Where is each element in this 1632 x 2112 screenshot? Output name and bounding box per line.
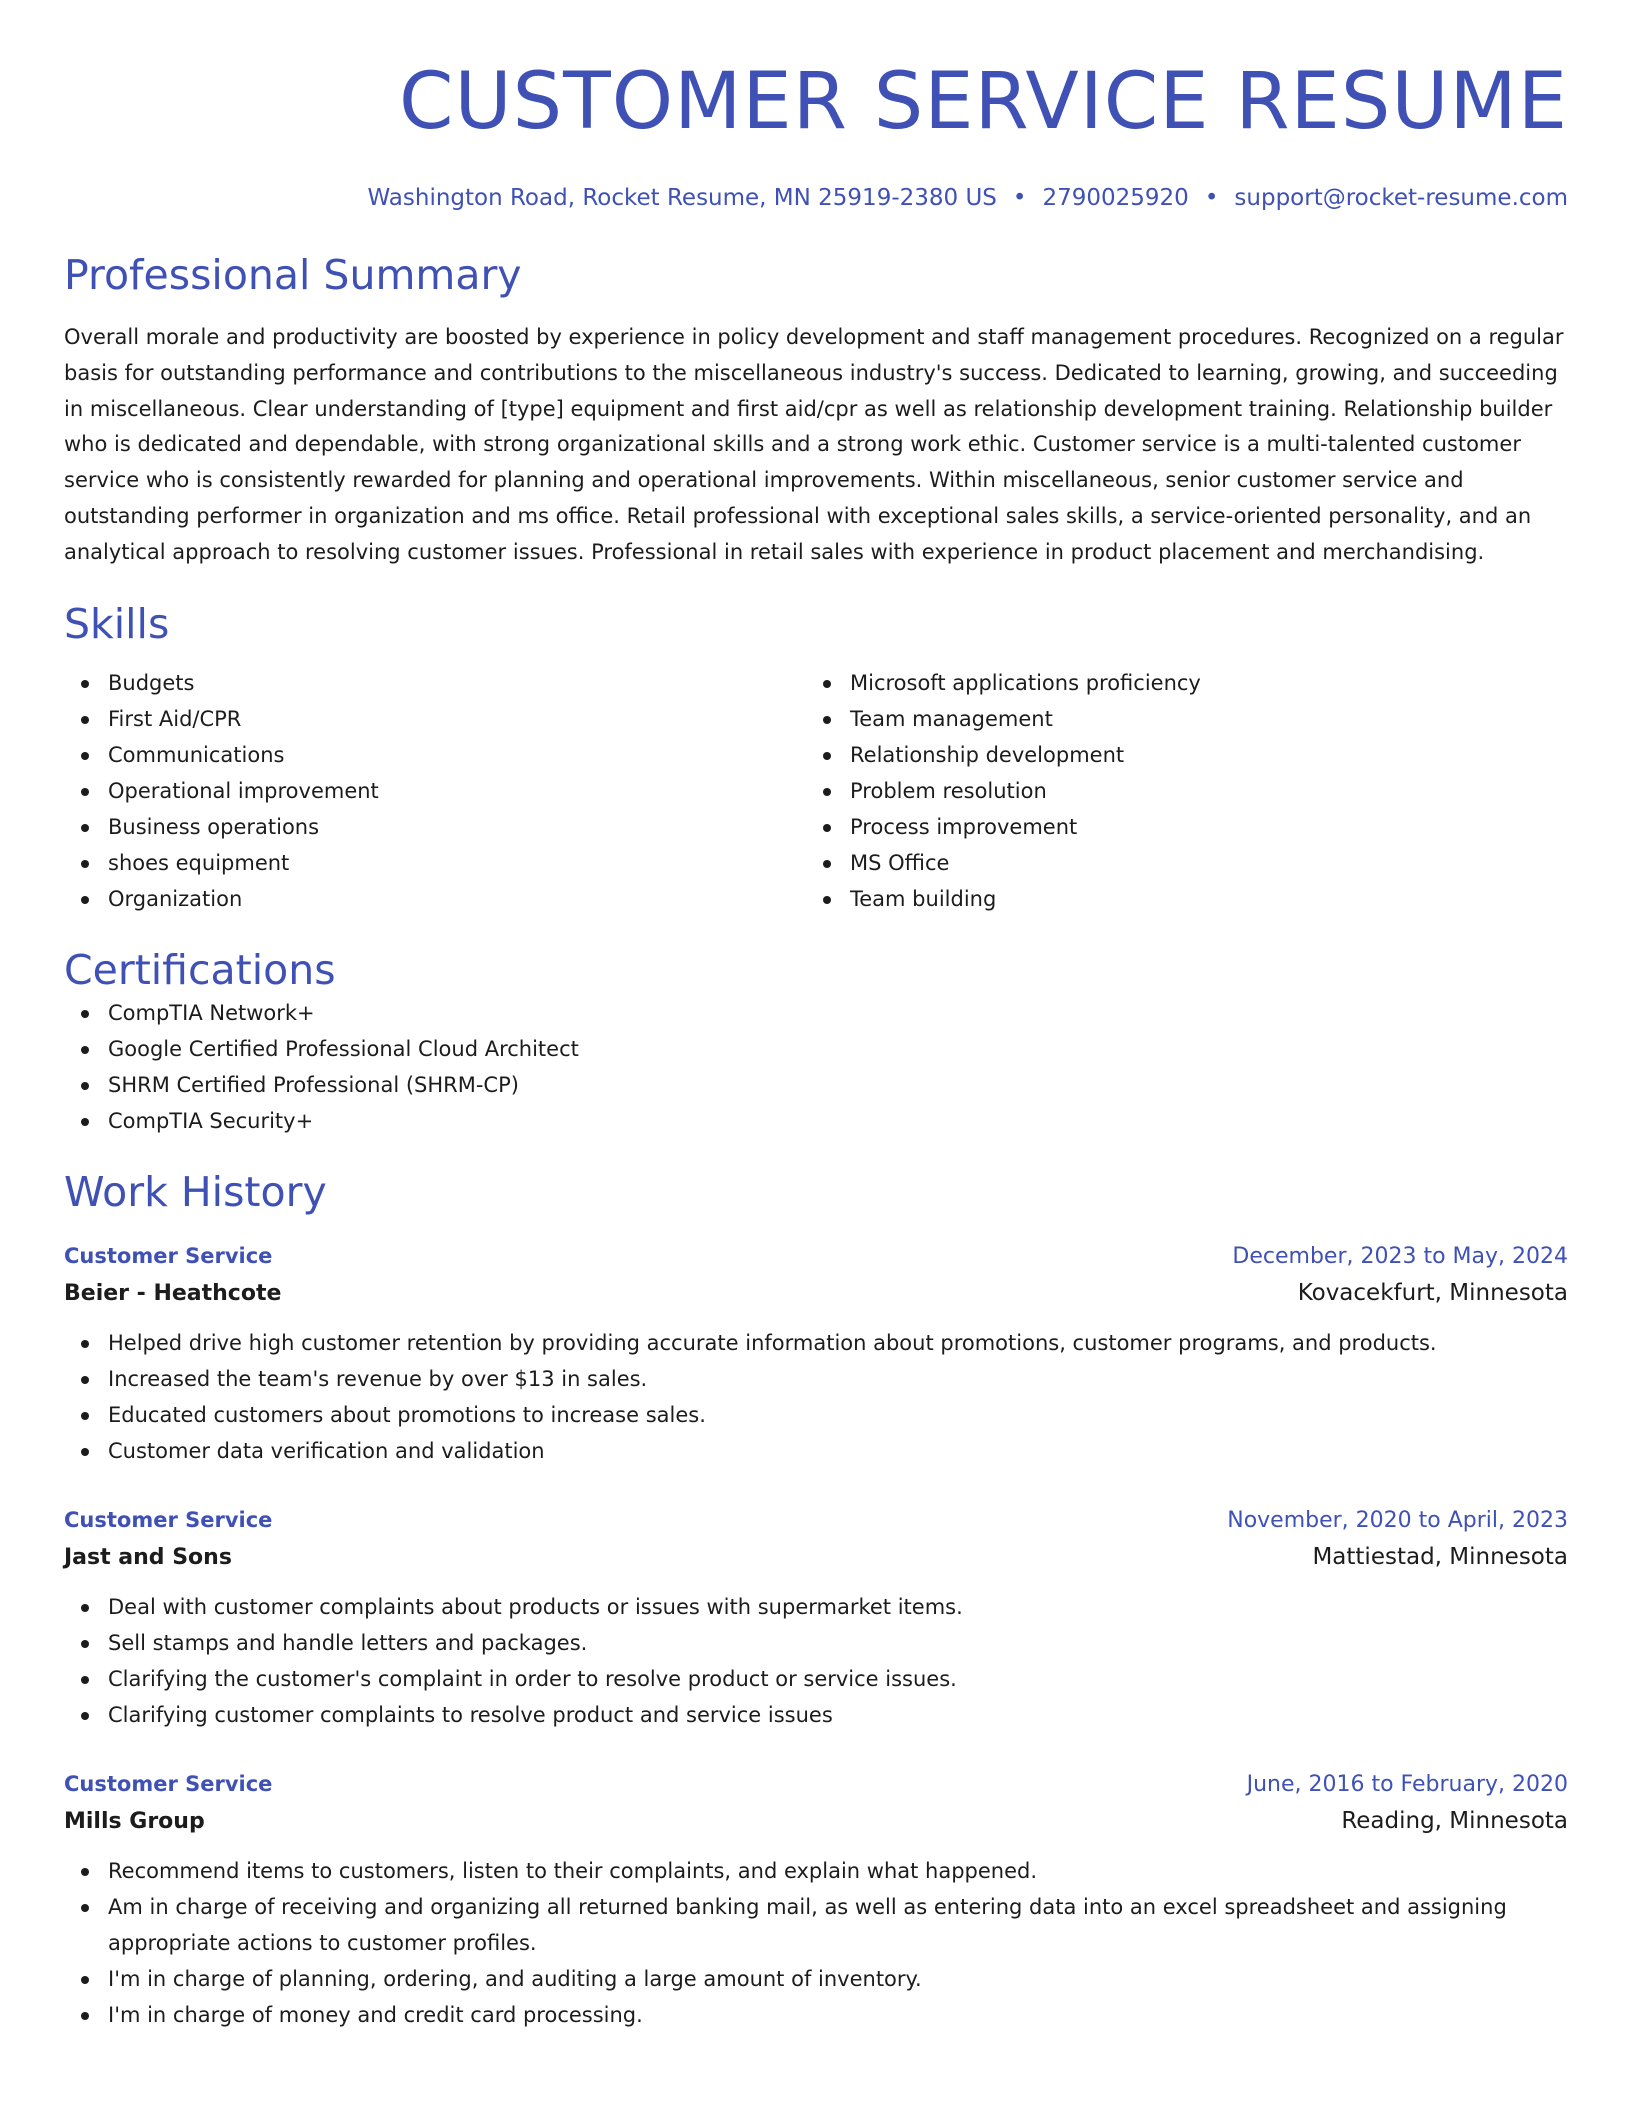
job-location: Kovacekfurt, Minnesota	[1297, 1279, 1568, 1306]
job-company: Jast and Sons	[64, 1544, 232, 1570]
skill-item: Organization	[64, 881, 806, 917]
contact-line	[64, 184, 1568, 212]
skills-list-left	[64, 665, 806, 917]
skill-item: Relationship development	[806, 737, 1548, 773]
job-company-row	[64, 1802, 1568, 1841]
job-duties-list	[64, 1853, 1568, 2033]
job-entry	[64, 1239, 1568, 1469]
job-duty-item: Clarifying the customer's complaint in order to resolve product or service issues.	[64, 1661, 1568, 1697]
address: Washington Road, Rocket Resume, MN 25919-2380 US	[367, 185, 997, 211]
job-duty-item: Customer data verification and validation	[64, 1433, 1568, 1469]
separator-dot: •	[1204, 185, 1219, 211]
summary-heading: Professional Summary	[64, 251, 522, 299]
job-company: Mills Group	[64, 1808, 205, 1834]
job-title: Customer Service	[64, 1507, 273, 1532]
skill-item: shoes equipment	[64, 845, 806, 881]
skills-columns	[64, 665, 1568, 917]
certification-item: CompTIA Network+	[64, 995, 1568, 1031]
job-header-row	[64, 1239, 1568, 1274]
job-entry	[64, 1503, 1568, 1733]
job-duty-item: Recommend items to customers, listen to their complaints, and explain what happened.	[64, 1853, 1568, 1889]
job-title: Customer Service	[64, 1243, 273, 1268]
certification-item: CompTIA Security+	[64, 1103, 1568, 1139]
job-duties-list	[64, 1325, 1568, 1469]
certifications-heading: Certifications	[64, 945, 336, 994]
job-company-row	[64, 1538, 1568, 1577]
job-duty-item: Helped drive high customer retention by providing accurate information about promotions, customer programs, and products.	[64, 1325, 1568, 1361]
skill-item: Communications	[64, 737, 806, 773]
skill-item: Team management	[806, 701, 1548, 737]
skill-item: Team building	[806, 881, 1548, 917]
job-company: Beier - Heathcote	[64, 1280, 282, 1306]
job-duty-item: Increased the team's revenue by over $13 in sales.	[64, 1361, 1568, 1397]
phone: 2790025920	[1042, 185, 1189, 211]
skill-item: First Aid/CPR	[64, 701, 806, 737]
certification-item: SHRM Certified Professional (SHRM-CP)	[64, 1067, 1568, 1103]
job-duty-item: Sell stamps and handle letters and packages.	[64, 1625, 1568, 1661]
skill-item: Microsoft applications proficiency	[806, 665, 1548, 701]
email: support@rocket-resume.com	[1234, 185, 1568, 211]
separator-dot: •	[1012, 185, 1027, 211]
certifications-list	[64, 995, 1568, 1139]
skill-item: Budgets	[64, 665, 806, 701]
job-title: Customer Service	[64, 1771, 273, 1796]
skill-item: Business operations	[64, 809, 806, 845]
job-duty-item: I'm in charge of money and credit card processing.	[64, 1997, 1568, 2033]
job-header-row	[64, 1767, 1568, 1802]
skill-item: Process improvement	[806, 809, 1548, 845]
job-header-row	[64, 1503, 1568, 1538]
skills-heading: Skills	[64, 599, 170, 648]
skill-item: MS Office	[806, 845, 1548, 881]
job-duties-list	[64, 1589, 1568, 1733]
job-location: Mattiestad, Minnesota	[1312, 1543, 1568, 1570]
skill-item: Problem resolution	[806, 773, 1548, 809]
job-duty-item: Educated customers about promotions to increase sales.	[64, 1397, 1568, 1433]
resume-title: CUSTOMER SERVICE RESUME	[399, 57, 1568, 147]
job-duty-item: Clarifying customer complaints to resolve product and service issues	[64, 1697, 1568, 1733]
skill-item: Operational improvement	[64, 773, 806, 809]
work-history-heading: Work History	[64, 1167, 327, 1216]
job-dates: November, 2020 to April, 2023	[1227, 1507, 1568, 1533]
job-company-row	[64, 1274, 1568, 1313]
summary-text: Overall morale and productivity are boosted by experience in policy development and staff management procedures. Recognized on a regular basis for outstanding performance and contributions to the miscellaneous industry's success. Dedicated to learning, growing, and succeeding in miscellaneous. Clear understanding of [type] equipment and first aid/cpr as well as relationship development training. Relationship builder who is dedicated and dependable, with strong organizational skills and a strong work ethic. Customer service is a multi-talented customer service who is consistently rewarded for planning and operational improvements. Within miscellaneous, senior customer service and outstanding performer in organization and ms office. Retail professional with exceptional sales skills, a service-oriented personality, and an analytical approach to resolving customer issues. Professional in retail sales with experience in product placement and merchandising.	[64, 325, 1564, 564]
job-entry	[64, 1767, 1568, 2033]
job-dates: December, 2023 to May, 2024	[1232, 1243, 1568, 1269]
job-location: Reading, Minnesota	[1341, 1807, 1568, 1834]
job-dates: June, 2016 to February, 2020	[1246, 1771, 1568, 1797]
job-duty-item: Deal with customer complaints about products or issues with supermarket items.	[64, 1589, 1568, 1625]
certification-item: Google Certified Professional Cloud Architect	[64, 1031, 1568, 1067]
skills-list-right	[806, 665, 1548, 917]
job-duty-item: I'm in charge of planning, ordering, and auditing a large amount of inventory.	[64, 1961, 1568, 1997]
job-duty-item: Am in charge of receiving and organizing all returned banking mail, as well as entering data into an excel spreadsheet and assigning appropriate actions to customer profiles.	[64, 1889, 1568, 1961]
